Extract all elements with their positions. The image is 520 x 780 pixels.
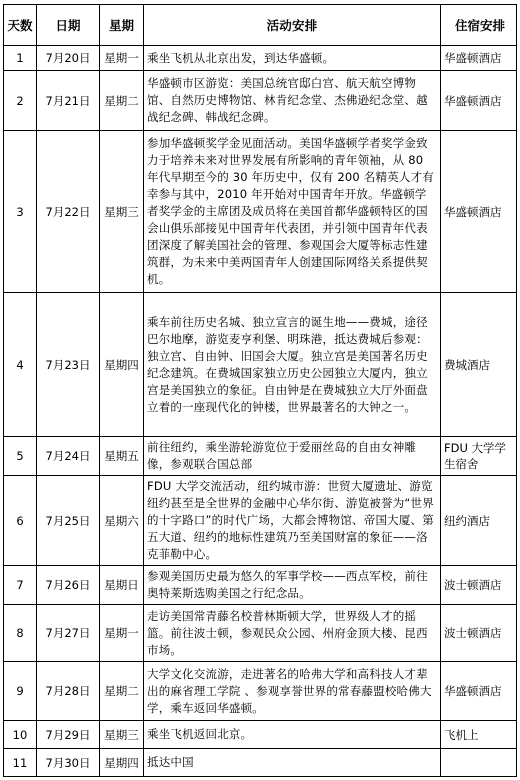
cell-day: 2 xyxy=(4,71,37,131)
cell-lodging: FDU 大学学生宿舍 xyxy=(441,437,517,476)
cell-date: 7月27日 xyxy=(37,605,100,662)
cell-weekday: 星期四 xyxy=(100,749,144,777)
cell-date: 7月20日 xyxy=(37,46,100,71)
cell-date: 7月23日 xyxy=(37,293,100,437)
cell-day: 6 xyxy=(4,476,37,566)
cell-activity: 乘坐飞机返回北京。 xyxy=(144,721,441,749)
cell-date: 7月22日 xyxy=(37,131,100,293)
cell-date: 7月29日 xyxy=(37,721,100,749)
header-weekday: 星期 xyxy=(100,5,144,46)
cell-activity: 抵达中国 xyxy=(144,749,441,777)
cell-day: 3 xyxy=(4,131,37,293)
cell-date: 7月21日 xyxy=(37,71,100,131)
cell-lodging: 华盛顿酒店 xyxy=(441,131,517,293)
cell-day: 8 xyxy=(4,605,37,662)
cell-day: 7 xyxy=(4,566,37,605)
cell-activity: 乘坐飞机从北京出发，到达华盛顿。 xyxy=(144,46,441,71)
cell-activity: 参加华盛顿奖学金见面活动。美国华盛顿学者奖学金致力于培养未来对世界发展有所影响的青年领袖，从 80 年代早期至今的 30 年历史中，仅有 200 名精英人才有幸参与其中，2010 年开始对中国青年开放。华盛顿学者奖学金的主席团及成员将在美国首都华盛顿特区的国会山俱乐部接见中国青年代表团，并引领中国青年代表团深度了解美国社会的管理、参观国会大厦等标志性建筑群，为未来中美两国青年人创建国际网络关系提供契机。 xyxy=(144,131,441,293)
cell-weekday: 星期一 xyxy=(100,46,144,71)
cell-weekday: 星期三 xyxy=(100,721,144,749)
cell-day: 5 xyxy=(4,437,37,476)
cell-activity: FDU 大学交流活动，纽约城市游：世贸大厦遗址、游览纽约甚至是全世界的金融中心华尔街、游览被誉为“世界的十字路口”的时代广场，大都会博物馆、帝国大厦、第五大道、纽约的地标性建筑乃至美国财富的象征——洛克菲勒中心。 xyxy=(144,476,441,566)
table-row xyxy=(4,605,517,662)
cell-activity: 大学文化交流游，走进著名的哈弗大学和高科技人才辈出的麻省理工学院 、参观享誉世界的常春藤盟校哈佛大学，乘车返回华盛顿。 xyxy=(144,662,441,721)
cell-date: 7月30日 xyxy=(37,749,100,777)
table-row xyxy=(4,131,517,293)
cell-lodging: 纽约酒店 xyxy=(441,476,517,566)
cell-date: 7月28日 xyxy=(37,662,100,721)
table-row xyxy=(4,71,517,131)
cell-activity: 前往纽约，乘坐游轮游览位于爱丽丝岛的自由女神雕像，参观联合国总部 xyxy=(144,437,441,476)
table-row xyxy=(4,721,517,749)
cell-date: 7月26日 xyxy=(37,566,100,605)
cell-date: 7月24日 xyxy=(37,437,100,476)
cell-lodging: 华盛顿酒店 xyxy=(441,46,517,71)
cell-lodging: 飞机上 xyxy=(441,721,517,749)
cell-activity: 乘车前往历史名城、独立宣言的诞生地——费城，途径巴尔地摩，游览麦亨利堡、明珠港，抵达费城后参观：独立宫、自由钟、旧国会大厦。独立宫是美国著名历史纪念建筑。在费城国家独立历史公园独立大厦内，独立宫是美国独立的象征。自由钟是在费城独立大厅外面盘立着的一座现代化的钟楼，世界最著名的大钟之一。 xyxy=(144,293,441,437)
cell-lodging xyxy=(441,749,517,777)
cell-day: 9 xyxy=(4,662,37,721)
cell-weekday: 星期五 xyxy=(100,437,144,476)
itinerary-body xyxy=(4,46,517,777)
cell-weekday: 星期四 xyxy=(100,293,144,437)
cell-day: 4 xyxy=(4,293,37,437)
cell-weekday: 星期三 xyxy=(100,131,144,293)
cell-lodging: 波士顿酒店 xyxy=(441,566,517,605)
table-row xyxy=(4,476,517,566)
cell-lodging: 华盛顿酒店 xyxy=(441,662,517,721)
table-row xyxy=(4,662,517,721)
cell-weekday: 星期二 xyxy=(100,662,144,721)
cell-activity: 参观美国历史最为悠久的军事学校——西点军校，前往奥特莱斯选购美国之行纪念品。 xyxy=(144,566,441,605)
cell-weekday: 星期日 xyxy=(100,566,144,605)
cell-weekday: 星期一 xyxy=(100,605,144,662)
cell-lodging: 波士顿酒店 xyxy=(441,605,517,662)
cell-day: 11 xyxy=(4,749,37,777)
table-row xyxy=(4,46,517,71)
cell-lodging: 费城酒店 xyxy=(441,293,517,437)
cell-day: 10 xyxy=(4,721,37,749)
cell-day: 1 xyxy=(4,46,37,71)
header-activity: 活动安排 xyxy=(144,5,441,46)
cell-date: 7月25日 xyxy=(37,476,100,566)
table-row xyxy=(4,566,517,605)
header-date: 日期 xyxy=(37,5,100,46)
cell-lodging: 华盛顿酒店 xyxy=(441,71,517,131)
itinerary-table xyxy=(3,4,517,777)
table-row xyxy=(4,293,517,437)
table-row xyxy=(4,749,517,777)
cell-activity: 走访美国常青藤名校普林斯顿大学，世界级人才的摇篮。前往波士顿，参观民众公园、州府金顶大楼、昆西市场。 xyxy=(144,605,441,662)
header-lodging: 住宿安排 xyxy=(441,5,517,46)
cell-weekday: 星期二 xyxy=(100,71,144,131)
cell-activity: 华盛顿市区游览：美国总统官邸白宫、航天航空博物馆、自然历史博物馆、林肯纪念堂、杰佛逊纪念堂、越战纪念碑、韩战纪念碑。 xyxy=(144,71,441,131)
table-row xyxy=(4,437,517,476)
header-day: 天数 xyxy=(4,5,37,46)
header-row xyxy=(4,5,517,46)
cell-weekday: 星期六 xyxy=(100,476,144,566)
